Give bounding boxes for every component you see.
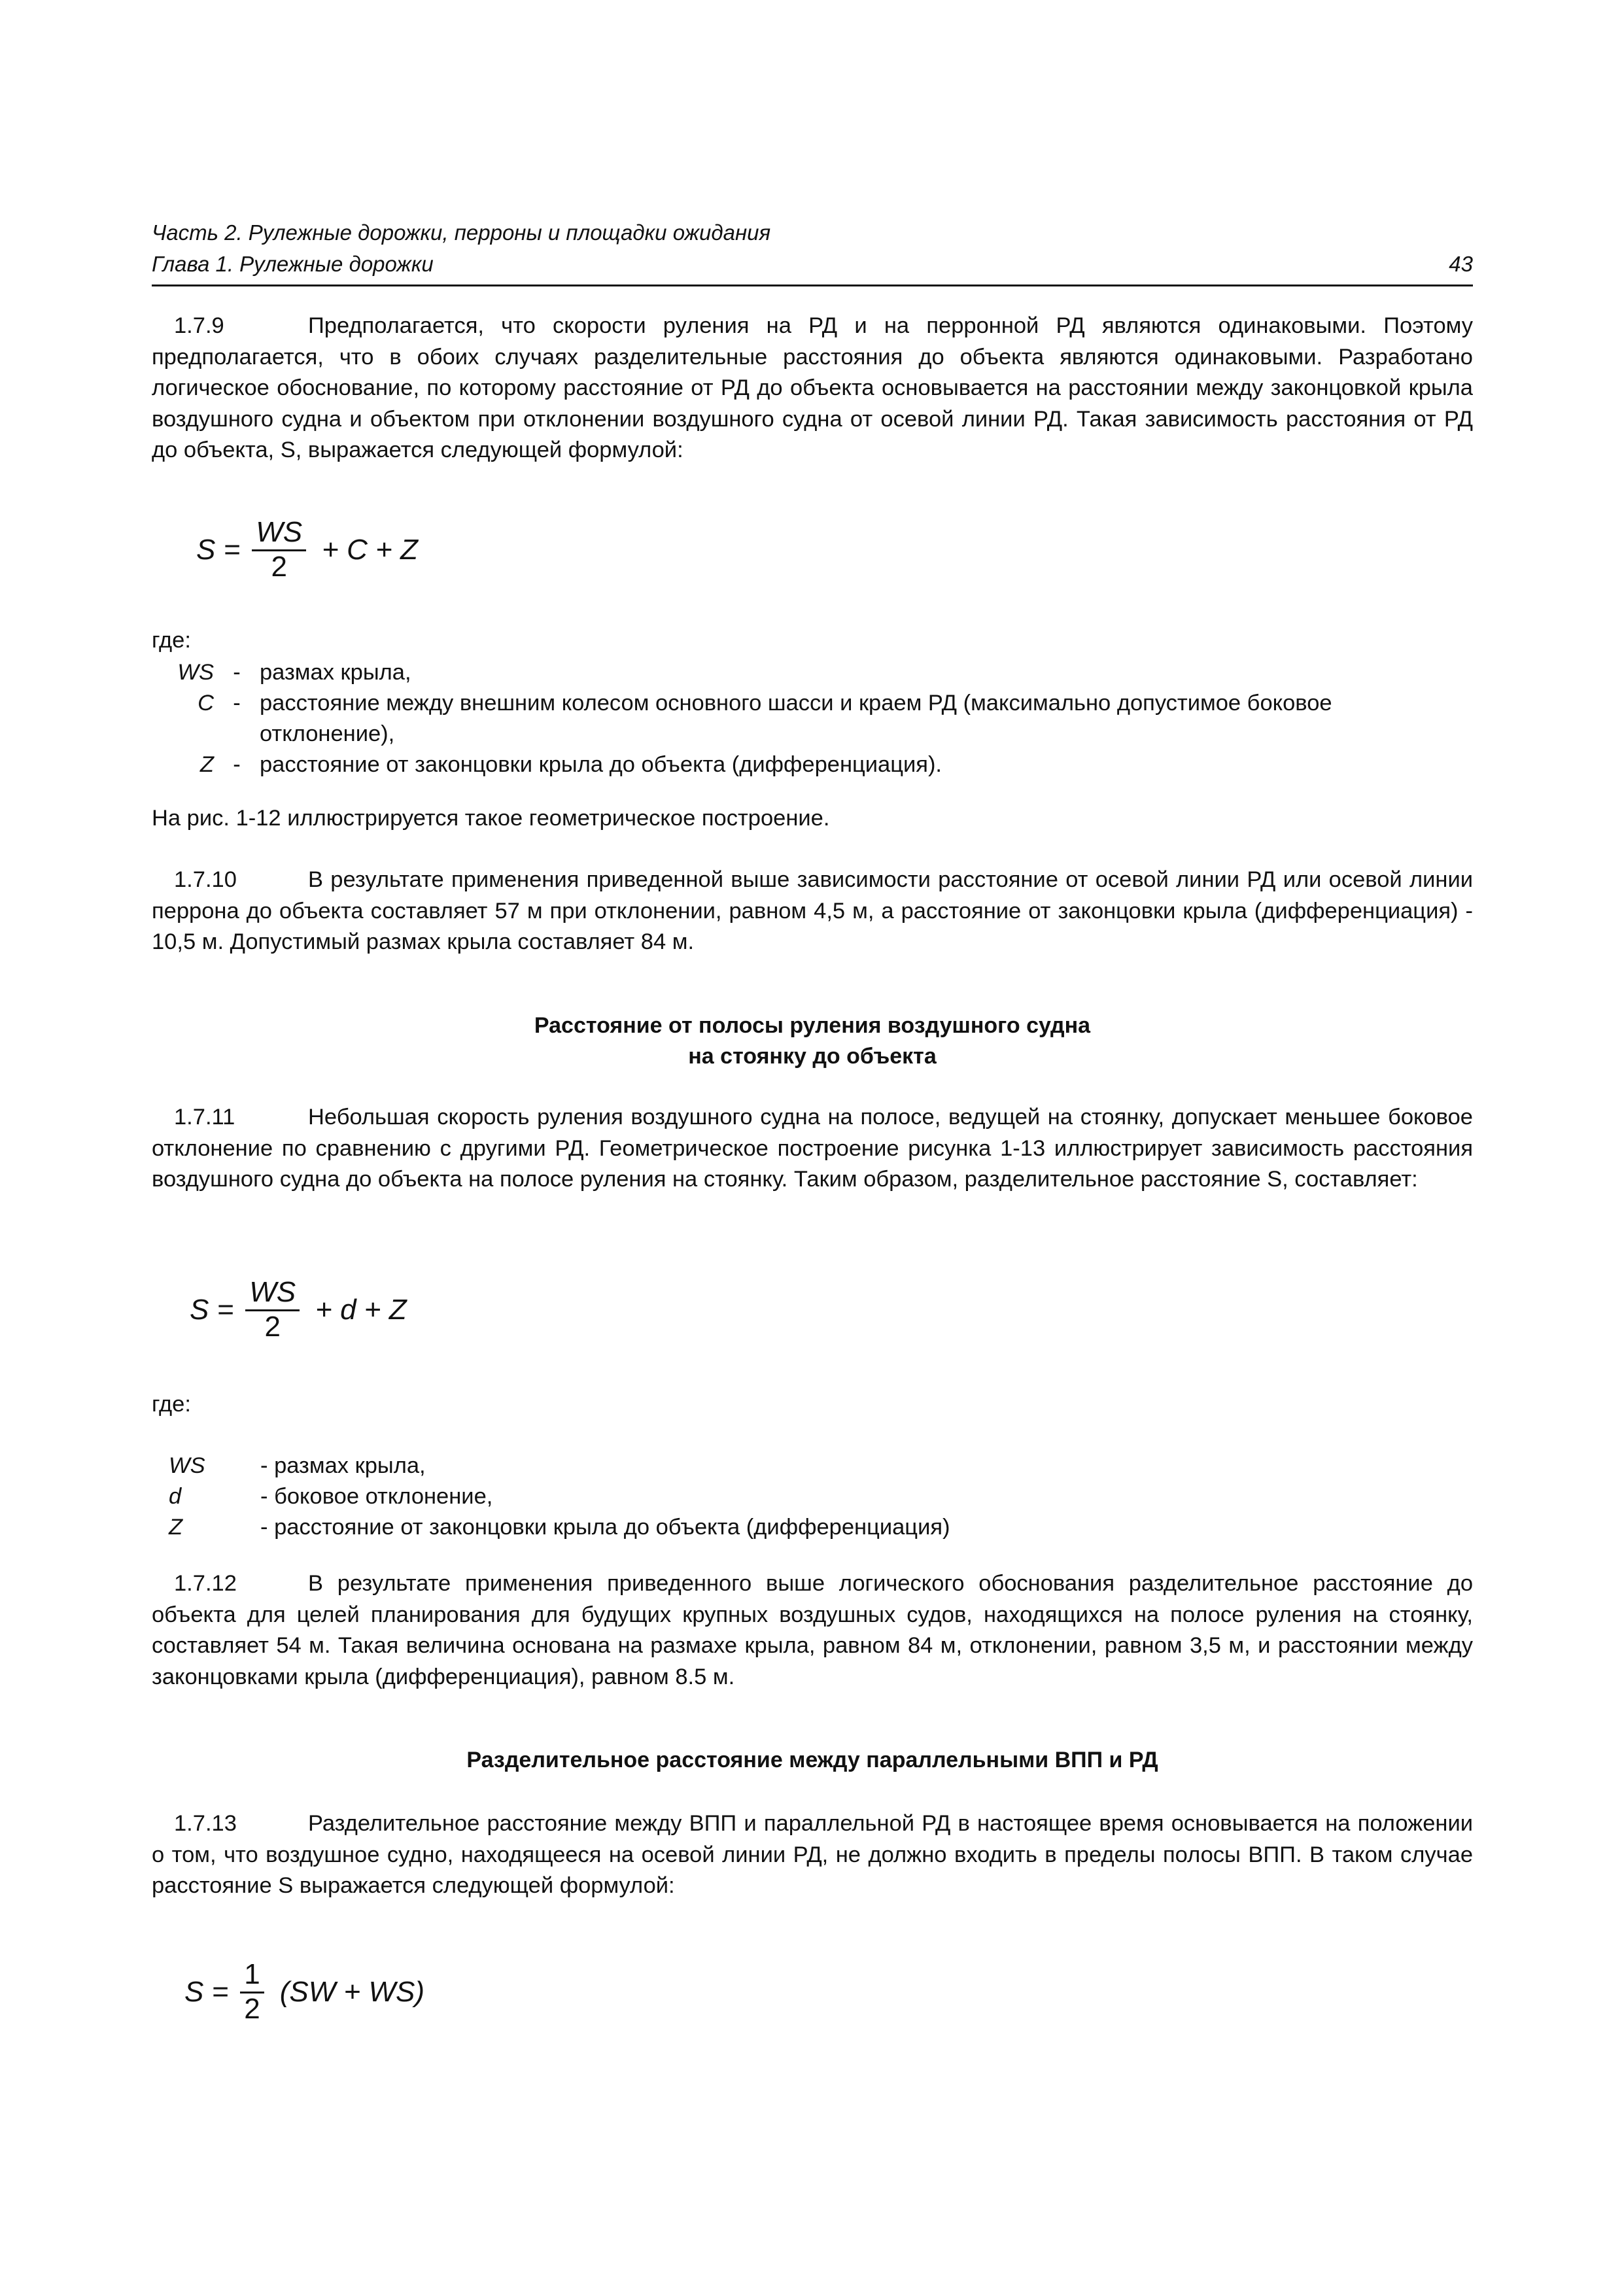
formula-1 — [196, 517, 418, 583]
fraction-numerator: 1 — [240, 1959, 264, 1993]
paragraph-text: Разделительное расстояние между ВПП и параллельной РД в настоящее время основывается на положении о том, что воздушное судно, находящееся на осевой линии РД, не должно входить в пределы полосы ВПП. В таком случае расстояние S выражается следующей формулой: — [152, 1811, 1473, 1898]
paragraph-number: 1.7.13 — [174, 1811, 237, 1836]
page-number: 43 — [1449, 252, 1473, 276]
formula-lhs: S = — [190, 1293, 234, 1326]
formula-fraction — [252, 517, 306, 583]
figure-reference: На рис. 1-12 иллюстрируется такое геометрическое построение. — [152, 806, 830, 831]
definition-row — [169, 1451, 1470, 1481]
paragraph-1-7-11 — [152, 1102, 1473, 1196]
definition-text: размах крыла, — [260, 660, 411, 685]
definition-symbol: C — [198, 691, 214, 716]
paragraph-text: Предполагается, что скорости руления на РД и на перронной РД являются одинаковыми. Поэтому предполагается, что в обоих случаях разделительные расстояния до объекта являются одинаковыми. Разработано логическое обоснование, по которому расстояние от РД до объекта основывается на расстоянии между законцовкой крыла воздушного судна и объектом при отклонении воздушного судна от осевой линии РД. Такая зависимость расстояния от РД до объекта, S, выражается следующей формулой: — [152, 313, 1473, 462]
formula-rest: + d + Z — [315, 1293, 407, 1326]
formula-lhs: S = — [196, 533, 241, 566]
heading-line: Расстояние от полосы руления воздушного судна — [534, 1013, 1091, 1038]
paragraph-text: В результате применения приведенного выше логического обоснования разделительное расстояние до объекта для целей планирования для будущих крупных воздушных судов, находящихся на полосе руления на стоянку, составляет 54 м. Такая величина основана на размахе крыла, равном 84 м, отклонении, равном 3,5 м, и расстоянии между законцовками крыла (дифференциация), равном 8.5 м. — [152, 1571, 1473, 1689]
definition-row — [169, 1481, 1470, 1512]
formula-rest: + C + Z — [322, 533, 418, 566]
definitions-list-1 — [152, 657, 1473, 780]
paragraph-text: В результате применения приведенной выше зависимости расстояние от осевой линии РД или осевой линии перрона до объекта составляет 57 м при отклонении, равном 4,5 м, а расстояние от законцовки крыла (дифференциация) - 10,5 м. Допустимый размах крыла составляет 84 м. — [152, 867, 1473, 954]
definition-text: расстояние от законцовки крыла до объекта (дифференциация). — [260, 752, 942, 777]
where-label-2: где: — [152, 1392, 191, 1417]
formula-fraction — [240, 1959, 264, 2025]
paragraph-1-7-13 — [152, 1808, 1473, 1902]
definition-symbol: Z — [199, 752, 214, 777]
definition-dash: - — [233, 691, 241, 716]
definition-row — [152, 657, 1473, 688]
section-heading-1 — [152, 1010, 1473, 1072]
paragraph-1-7-12 — [152, 1568, 1473, 1693]
heading-line: на стоянку до объекта — [688, 1044, 937, 1069]
definition-text: расстояние между внешним колесом основного шасси и краем РД (максимально допустимое боковое отклонение), — [260, 691, 1332, 746]
definition-row — [152, 688, 1473, 750]
definition-text: - расстояние от законцовки крыла до объекта (дифференциация) — [260, 1515, 950, 1540]
paragraph-number: 1.7.9 — [174, 313, 224, 338]
definition-symbol: d — [169, 1484, 182, 1509]
fraction-denominator: 2 — [244, 1993, 260, 2025]
definition-text: - боковое отклонение, — [260, 1484, 493, 1509]
running-header — [152, 217, 1473, 280]
definitions-list-2 — [169, 1451, 1470, 1543]
where-label-1: где: — [152, 628, 191, 653]
paragraph-1-7-10 — [152, 865, 1473, 958]
definition-symbol: Z — [169, 1515, 183, 1540]
definition-text: - размах крыла, — [260, 1453, 426, 1478]
header-part-title: Часть 2. Рулежные дорожки, перроны и площадки ожидания — [152, 220, 771, 245]
definition-symbol: WS — [177, 660, 214, 685]
section-heading-2: Разделительное расстояние между параллельными ВПП и РД — [466, 1748, 1158, 1772]
definition-dash: - — [233, 752, 241, 777]
definition-row — [169, 1512, 1470, 1543]
definition-dash: - — [233, 660, 241, 685]
paragraph-number: 1.7.10 — [174, 867, 237, 892]
paragraph-number: 1.7.11 — [174, 1105, 235, 1130]
header-chapter-title: Глава 1. Рулежные дорожки — [152, 252, 434, 276]
formula-3 — [184, 1959, 424, 2025]
definition-symbol: WS — [169, 1453, 205, 1478]
formula-fraction — [245, 1277, 300, 1343]
paragraph-number: 1.7.12 — [174, 1571, 237, 1596]
formula-2 — [190, 1277, 407, 1343]
fraction-denominator: 2 — [271, 551, 287, 583]
formula-lhs: S = — [184, 1975, 229, 2008]
fraction-numerator: WS — [245, 1277, 300, 1311]
fraction-numerator: WS — [252, 517, 306, 551]
formula-rest: (SW + WS) — [279, 1975, 424, 2008]
fraction-denominator: 2 — [264, 1311, 281, 1343]
paragraph-text: Небольшая скорость руления воздушного судна на полосе, ведущей на стоянку, допускает меньшее боковое отклонение по сравнению с другими РД. Геометрическое построение рисунка 1-13 иллюстрирует зависимость расстояния воздушного судна до объекта на полосе руления на стоянку. Таким образом, разделительное расстояние S, составляет: — [152, 1105, 1473, 1192]
header-rule — [152, 285, 1473, 286]
paragraph-1-7-9 — [152, 311, 1473, 466]
definition-row — [152, 750, 1473, 780]
